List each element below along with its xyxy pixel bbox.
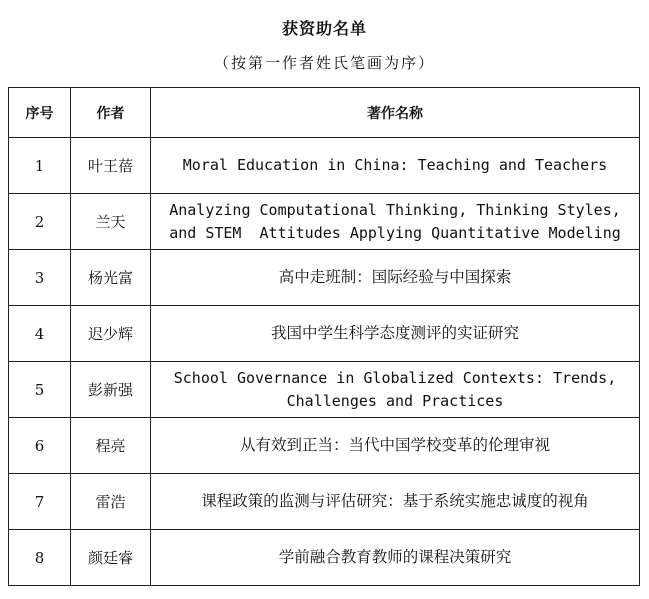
row-author: 兰天 bbox=[71, 194, 151, 250]
column-header-work-title: 著作名称 bbox=[151, 88, 640, 138]
row-number: 6 bbox=[9, 418, 71, 474]
table-row bbox=[9, 250, 640, 306]
row-number: 3 bbox=[9, 250, 71, 306]
table-row bbox=[9, 474, 640, 530]
work-title-line: Analyzing Computational Thinking, Thinking Styles, bbox=[169, 200, 621, 219]
work-title-line: 高中走班制：国际经验与中国探索 bbox=[278, 268, 512, 286]
row-author: 叶王蓓 bbox=[71, 138, 151, 194]
row-author: 迟少辉 bbox=[71, 306, 151, 362]
row-number: 4 bbox=[9, 306, 71, 362]
work-title-line-2: Challenges and Practices bbox=[286, 391, 504, 410]
row-work-title bbox=[151, 250, 640, 306]
row-author: 彭新强 bbox=[71, 362, 151, 418]
table-row bbox=[9, 138, 640, 194]
page-subtitle: （按第一作者姓氏笔画为序） bbox=[213, 54, 435, 72]
row-work-title bbox=[151, 306, 640, 362]
table-row bbox=[9, 418, 640, 474]
work-title-line: 学前融合教育教师的课程决策研究 bbox=[278, 548, 512, 566]
work-title-line: 我国中学生科学态度测评的实证研究 bbox=[270, 324, 519, 342]
row-number: 2 bbox=[9, 194, 71, 250]
work-title-line: 课程政策的监测与评估研究：基于系统实施忠诚度的视角 bbox=[201, 492, 589, 510]
column-header-number: 序号 bbox=[9, 88, 71, 138]
row-work-title bbox=[151, 194, 640, 250]
row-number: 8 bbox=[9, 530, 71, 586]
row-work-title bbox=[151, 530, 640, 586]
page-title: 获资助名单 bbox=[281, 19, 367, 38]
work-title-line-2: and STEM Attitudes Applying Quantitative Modeling bbox=[169, 223, 621, 242]
work-title-line: 从有效到正当：当代中国学校变革的伦理审视 bbox=[239, 436, 550, 454]
table-row bbox=[9, 306, 640, 362]
grant-recipients-table bbox=[8, 87, 640, 586]
row-author: 雷浩 bbox=[71, 474, 151, 530]
table-row bbox=[9, 530, 640, 586]
row-work-title bbox=[151, 474, 640, 530]
row-author: 颜廷睿 bbox=[71, 530, 151, 586]
row-number: 7 bbox=[9, 474, 71, 530]
column-header-author: 作者 bbox=[71, 88, 151, 138]
table-row bbox=[9, 194, 640, 250]
work-title-line: Moral Education in China: Teaching and Teachers bbox=[182, 156, 608, 174]
work-title-line: School Governance in Globalized Contexts: Trends, bbox=[173, 368, 617, 387]
row-author: 杨光富 bbox=[71, 250, 151, 306]
table-row bbox=[9, 362, 640, 418]
row-number: 1 bbox=[9, 138, 71, 194]
row-author: 程亮 bbox=[71, 418, 151, 474]
table-header-row bbox=[9, 88, 640, 138]
row-work-title bbox=[151, 362, 640, 418]
row-work-title bbox=[151, 138, 640, 194]
row-number: 5 bbox=[9, 362, 71, 418]
row-work-title bbox=[151, 418, 640, 474]
